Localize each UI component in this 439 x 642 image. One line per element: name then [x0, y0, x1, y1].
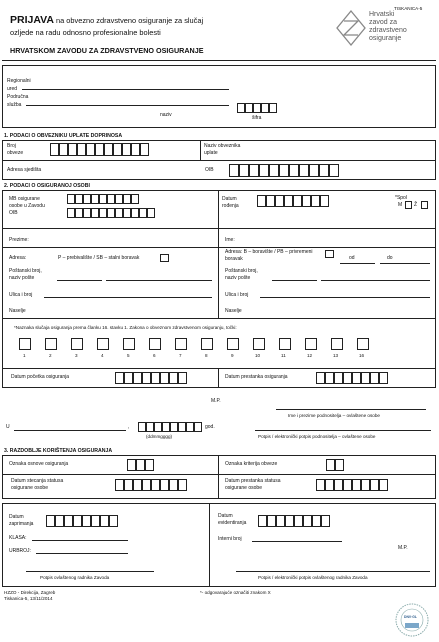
mp-stamp-2: M.P.: [398, 545, 408, 551]
case-checkbox-2[interactable]: [45, 338, 57, 350]
oib-osoba-digit-9[interactable]: [131, 208, 139, 218]
oznaka-osnove-digit-1[interactable]: [127, 459, 136, 471]
datum-zaprimanja-digit-6[interactable]: [91, 515, 100, 527]
ime-podnositelja-input[interactable]: [276, 409, 426, 410]
datum-prestanka-statusa-digit-1[interactable]: [316, 479, 325, 491]
potpis-el-input[interactable]: [236, 571, 430, 572]
datum-stecanja-digit-4[interactable]: [142, 479, 151, 491]
section3-hdivider: [2, 474, 436, 475]
label-oib-osoba: OIB: [9, 210, 18, 216]
label-regionalni: Regionalni: [7, 78, 31, 84]
sifra-digit-3[interactable]: [253, 103, 261, 113]
section3-heading: 3. RAZDOBLJE KORIŠTENJA OSIGURANJA: [4, 448, 113, 454]
label-postanski-right-1: Poštanski broj,: [225, 268, 258, 274]
oznaka-kriterija-digit-2[interactable]: [335, 459, 344, 471]
case-checkbox-3[interactable]: [71, 338, 83, 350]
label-naziv-obveznika-1: Naziv obveznika: [204, 143, 241, 149]
datum-evidentiranja-digit-3[interactable]: [276, 515, 285, 527]
datum-zaprimanja-digit-1[interactable]: [46, 515, 55, 527]
label-datum-stecanja-1: Datum stecanja statusa: [11, 478, 64, 484]
posta-left-input[interactable]: [106, 280, 212, 281]
datum-prestanka-digit-6[interactable]: [361, 372, 370, 384]
datum-zaprimanja-digit-8[interactable]: [109, 515, 118, 527]
postanski-right-input[interactable]: [272, 280, 317, 281]
datum-rodenja-digit-3[interactable]: [275, 195, 284, 207]
adresa-left-legend: P – prebivalište / SB – stalni boravak: [58, 255, 140, 261]
case-number-9: 9: [231, 353, 234, 358]
case-number-6: 6: [153, 353, 156, 358]
section2-bottom-vdivider: [218, 368, 219, 388]
oib-obveznik-digit-2[interactable]: [239, 164, 249, 177]
case-checkbox-5[interactable]: [123, 338, 135, 350]
logo-line-2: zavod za: [369, 19, 398, 26]
broj-obveze-digit-4[interactable]: [77, 143, 86, 156]
broj-obveze-digit-1[interactable]: [50, 143, 59, 156]
label-naselje-right: Naselje: [225, 308, 242, 314]
oib-obveznik-digit-6[interactable]: [279, 164, 289, 177]
datum-potpisa-digit-8[interactable]: [194, 422, 202, 432]
mb-digit-6[interactable]: [107, 194, 115, 204]
datum-evidentiranja-digit-6[interactable]: [303, 515, 312, 527]
oib-osoba-digit-11[interactable]: [147, 208, 155, 218]
posta-right-input[interactable]: [321, 280, 430, 281]
datum-zaprimanja-digit-2[interactable]: [55, 515, 64, 527]
datum-prestanka-digit-1[interactable]: [316, 372, 325, 384]
mb-digit-5[interactable]: [99, 194, 107, 204]
footer-line-1: HZZO - Direkcija, Zagreb: [4, 590, 56, 595]
section2-hdivider-2: [2, 247, 436, 248]
label-adresa-right-1: Adresa: B – boravište / PB – privremeni: [225, 249, 313, 255]
label-god: god.: [205, 424, 215, 430]
datum-stecanja-digit-5[interactable]: [151, 479, 160, 491]
logo-line-4: osiguranje: [369, 35, 402, 42]
datum-prestanka-statusa-digit-6[interactable]: [361, 479, 370, 491]
mb-digit-1[interactable]: [67, 194, 75, 204]
case-number-7: 7: [179, 353, 182, 358]
broj-obveze-digit-2[interactable]: [59, 143, 68, 156]
datum-potpisa-digit-2[interactable]: [146, 422, 154, 432]
label-spol-m: M: [398, 202, 403, 208]
case-number-8: 8: [205, 353, 208, 358]
datum-zaprimanja-digit-4[interactable]: [73, 515, 82, 527]
oznaka-osnove-digit-2[interactable]: [136, 459, 145, 471]
mb-digit-4[interactable]: [91, 194, 99, 204]
section1-hdivider: [2, 160, 436, 161]
ulica-right-input[interactable]: [260, 297, 430, 298]
case-checkbox-7[interactable]: [175, 338, 187, 350]
case-checkbox-6[interactable]: [149, 338, 161, 350]
broj-obveze-digit-6[interactable]: [95, 143, 104, 156]
datum-prestanka-digit-2[interactable]: [325, 372, 334, 384]
label-datum-pocetka: Datum početka osiguranja: [11, 374, 70, 380]
section2-mid-vdivider: [218, 228, 219, 318]
label-adresa-left: Adresa:: [9, 255, 27, 261]
ulica-left-input[interactable]: [44, 297, 212, 298]
label-adresa-sjedista: Adresa sjedišta: [7, 167, 42, 173]
datum-prestanka-digit-3[interactable]: [334, 372, 343, 384]
mb-digit-9[interactable]: [131, 194, 139, 204]
case-checkbox-16[interactable]: [357, 338, 369, 350]
datum-rodenja-digit-6[interactable]: [302, 195, 311, 207]
adresa-right-type-box[interactable]: [325, 250, 334, 258]
datum-evidentiranja-digit-1[interactable]: [258, 515, 267, 527]
footer-line-2: Tiskanica-5, 13/11/2014: [4, 596, 53, 601]
datum-evidentiranja-digit-8[interactable]: [321, 515, 330, 527]
section1-heading: 1. PODACI O OBVEZNIKU UPLATE DOPRINOSA: [4, 133, 123, 139]
datum-rodenja-digit-7[interactable]: [311, 195, 320, 207]
section2-hdivider-4: [2, 368, 436, 369]
oib-obveznik-digit-4[interactable]: [259, 164, 269, 177]
urbroj-input[interactable]: [36, 553, 128, 554]
ured-input[interactable]: [22, 89, 229, 90]
section2-hdivider-3: [2, 318, 436, 319]
header-divider: [2, 60, 436, 61]
label-datum-prestanka-statusa-2: osigurane osobe: [225, 485, 262, 491]
label-datum-evidentiranja-1: Datum: [218, 513, 233, 519]
broj-obveze-digit-8[interactable]: [113, 143, 122, 156]
datum-rodenja-digit-5[interactable]: [293, 195, 302, 207]
case-checkbox-8[interactable]: [201, 338, 213, 350]
label-potpis-podnositelja: Potpis / elektronički potpis podnositelja – ovlaštene osobe: [258, 434, 376, 439]
form-title-line3: HRVATSKOM ZAVODU ZA ZDRAVSTVENO OSIGURANJE: [10, 46, 204, 55]
label-u: U: [6, 424, 10, 430]
label-ime: Ime:: [225, 237, 235, 243]
section2-hdivider-1: [2, 228, 436, 229]
label-mb-1: MB osigurane: [9, 196, 40, 202]
broj-obveze-digit-11[interactable]: [140, 143, 149, 156]
datum-pocetka-digit-4[interactable]: [142, 372, 151, 384]
oib-osoba-digit-10[interactable]: [139, 208, 147, 218]
label-comma: ,: [128, 424, 130, 430]
label-potpis-el: Potpis / elektronički potpis ovlaštenog radnika Zavoda: [258, 575, 368, 580]
case-number-11: 11: [281, 353, 286, 358]
case-checkbox-10[interactable]: [253, 338, 265, 350]
label-ured: ured: [7, 86, 18, 92]
datum-pocetka-digit-8[interactable]: [178, 372, 187, 384]
oib-obveznik-digit-11[interactable]: [329, 164, 339, 177]
datum-pocetka-digit-2[interactable]: [124, 372, 133, 384]
case-number-1: 1: [23, 353, 26, 358]
oib-obveznik-digit-7[interactable]: [289, 164, 299, 177]
label-naziv-obveznika-2: uplate: [204, 150, 218, 156]
oib-osoba-digit-5[interactable]: [99, 208, 107, 218]
label-datum-prestanka: Datum prestanka osiguranja: [225, 374, 288, 380]
label-spol-z: Ž: [414, 202, 418, 208]
oib-osoba-digit-7[interactable]: [115, 208, 123, 218]
boravak-do-input[interactable]: [380, 263, 430, 264]
datum-rodenja-digit-8[interactable]: [320, 195, 329, 207]
datum-pocetka-digit-1[interactable]: [115, 372, 124, 384]
datum-potpisa-digit-4[interactable]: [162, 422, 170, 432]
datum-prestanka-digit-4[interactable]: [343, 372, 352, 384]
postanski-left-input[interactable]: [57, 280, 102, 281]
label-potpis-ovl: Potpis ovlaštenog radnika Zavoda: [40, 575, 110, 580]
label-oznaka-kriterija: Oznaka kriterija obveze: [225, 461, 278, 467]
datum-pocetka-digit-7[interactable]: [169, 372, 178, 384]
datum-prestanka-digit-5[interactable]: [352, 372, 361, 384]
datum-prestanka-statusa-digit-3[interactable]: [334, 479, 343, 491]
oib-obveznik-digit-9[interactable]: [309, 164, 319, 177]
datum-evidentiranja-digit-2[interactable]: [267, 515, 276, 527]
datum-potpisa-digit-1[interactable]: [138, 422, 146, 432]
label-od: od: [349, 255, 355, 261]
mb-digit-3[interactable]: [83, 194, 91, 204]
datum-potpisa-digit-3[interactable]: [154, 422, 162, 432]
oib-obveznik-digit-3[interactable]: [249, 164, 259, 177]
label-ulica-right: Ulica i broj: [225, 292, 249, 298]
datum-stecanja-digit-6[interactable]: [160, 479, 169, 491]
oib-osoba-digit-2[interactable]: [75, 208, 83, 218]
case-checkbox-4[interactable]: [97, 338, 109, 350]
datum-stecanja-digit-8[interactable]: [178, 479, 187, 491]
mb-digit-8[interactable]: [123, 194, 131, 204]
mb-digit-7[interactable]: [115, 194, 123, 204]
label-postanski-right-2: naziv pošte: [225, 275, 251, 281]
office-use-vdivider: [209, 503, 210, 587]
datum-rodenja-digit-1[interactable]: [257, 195, 266, 207]
form-code: TISKANICA-5: [394, 6, 423, 11]
label-postanski-left-1: Poštanski broj,: [9, 268, 42, 274]
certification-seal-text: DNV·GL: [404, 615, 417, 619]
label-prezime: Prezime:: [9, 237, 29, 243]
label-broj-obveze-1: Broj: [7, 143, 16, 149]
datum-stecanja-digit-7[interactable]: [169, 479, 178, 491]
boravak-od-input[interactable]: [340, 263, 375, 264]
mjesto-input[interactable]: [14, 430, 126, 431]
case-number-5: 5: [127, 353, 130, 358]
label-spol: *Spol: [395, 195, 407, 201]
mp-stamp-1: M.P.: [211, 398, 221, 404]
label-datum-zaprimanja-2: zaprimanja: [9, 521, 34, 527]
datum-stecanja-digit-3[interactable]: [133, 479, 142, 491]
oib-osoba-digit-3[interactable]: [83, 208, 91, 218]
form-title: [10, 14, 203, 26]
broj-obveze-digit-7[interactable]: [104, 143, 113, 156]
klasa-input[interactable]: [32, 540, 128, 541]
label-sluzba: služba: [7, 102, 22, 108]
case-checkbox-13[interactable]: [331, 338, 343, 350]
section2-top-vdivider: [218, 190, 219, 228]
label-datum-zaprimanja-1: Datum: [9, 514, 24, 520]
section2-heading: 2. PODACI O OSIGURANOJ OSOBI: [4, 183, 90, 189]
case-number-12: 12: [307, 353, 313, 358]
date-format-hint: (ddmmgggg): [146, 434, 173, 439]
oib-osoba-digit-8[interactable]: [123, 208, 131, 218]
oib-osoba-digit-1[interactable]: [67, 208, 75, 218]
hzzo-logo-icon: [336, 10, 366, 46]
datum-prestanka-statusa-digit-4[interactable]: [343, 479, 352, 491]
office-box: [2, 65, 436, 128]
broj-obveze-digit-5[interactable]: [86, 143, 95, 156]
caption-sifra: šifra: [252, 115, 262, 121]
case-checkbox-1[interactable]: [19, 338, 31, 350]
section1-vdivider: [200, 140, 201, 160]
datum-potpisa-digit-5[interactable]: [170, 422, 178, 432]
mb-digit-2[interactable]: [75, 194, 83, 204]
broj-obveze-digit-3[interactable]: [68, 143, 77, 156]
datum-prestanka-statusa-digit-2[interactable]: [325, 479, 334, 491]
adresa-left-type-box[interactable]: [160, 254, 169, 262]
potpis-ovl-input[interactable]: [26, 571, 154, 572]
potpis-podnositelja-input[interactable]: [255, 430, 431, 431]
sifra-digit-5[interactable]: [269, 103, 277, 113]
oib-obveznik-digit-10[interactable]: [319, 164, 329, 177]
oznaka-osnove-digit-3[interactable]: [145, 459, 154, 471]
label-datum-stecanja-2: osigurane osobe: [11, 485, 48, 491]
spol-z-checkbox[interactable]: [421, 201, 428, 209]
label-klasa: KLASA:: [9, 535, 27, 541]
datum-pocetka-digit-3[interactable]: [133, 372, 142, 384]
label-oznaka-osnove: Oznaka osnove osiguranja: [9, 461, 69, 467]
label-postanski-left-2: naziv pošte: [9, 275, 35, 281]
caption-naziv: naziv: [160, 112, 172, 118]
interni-broj-input[interactable]: [252, 541, 342, 542]
oib-obveznik-digit-5[interactable]: [269, 164, 279, 177]
label-podrucna: Područna: [7, 94, 29, 100]
oib-osoba-digit-6[interactable]: [107, 208, 115, 218]
case-number-4: 4: [101, 353, 104, 358]
label-urbroj: URBROJ:: [9, 548, 31, 554]
datum-stecanja-digit-1[interactable]: [115, 479, 124, 491]
section2-box: [2, 190, 436, 388]
datum-potpisa-digit-6[interactable]: [178, 422, 186, 432]
datum-evidentiranja-digit-7[interactable]: [312, 515, 321, 527]
form-title-bold: PRIJAVA: [10, 14, 54, 26]
oib-osoba-digit-4[interactable]: [91, 208, 99, 218]
label-datum-prestanka-statusa-1: Datum prestanka statusa: [225, 478, 281, 484]
label-oib-obveznik: OIB: [205, 167, 214, 173]
case-checkbox-9[interactable]: [227, 338, 239, 350]
label-broj-obveze-2: obveze: [7, 150, 24, 156]
case-checkbox-11[interactable]: [279, 338, 291, 350]
sifra-digit-1[interactable]: [237, 103, 245, 113]
label-ime-podnositelja: Ime i prezime podnositelja – ovlaštene osobe: [288, 413, 380, 418]
form-title-line2: ozljede na radu odnosno profesionalne bolesti: [10, 28, 161, 37]
label-datum-rodenja-1: Datum: [222, 196, 237, 202]
oib-obveznik-digit-8[interactable]: [299, 164, 309, 177]
cases-note: *Naznaka slučaja osiguranja prema članku 16. stavku 1. Zakona o obveznom zdravstvenom osiguranju, točki:: [14, 325, 237, 330]
datum-potpisa-digit-7[interactable]: [186, 422, 194, 432]
label-datum-rodenja-2: rođenja: [222, 203, 239, 209]
datum-evidentiranja-digit-5[interactable]: [294, 515, 303, 527]
sifra-digit-2[interactable]: [245, 103, 253, 113]
datum-prestanka-digit-7[interactable]: [370, 372, 379, 384]
broj-obveze-digit-10[interactable]: [131, 143, 140, 156]
label-datum-evidentiranja-2: evidentiranja: [218, 520, 247, 526]
oib-obveznik-digit-1[interactable]: [229, 164, 239, 177]
datum-prestanka-statusa-digit-7[interactable]: [370, 479, 379, 491]
spol-m-checkbox[interactable]: [405, 201, 412, 209]
section3-vdivider: [218, 455, 219, 499]
certification-seal-icon: [394, 602, 430, 638]
case-number-10: 10: [255, 353, 261, 358]
oznaka-kriterija-digit-1[interactable]: [326, 459, 335, 471]
label-mb-2: osobe u Zavodu: [9, 203, 45, 209]
case-number-2: 2: [49, 353, 52, 358]
case-number-13: 13: [333, 353, 339, 358]
sifra-digit-4[interactable]: [261, 103, 269, 113]
datum-rodenja-digit-4[interactable]: [284, 195, 293, 207]
logo-line-1: Hrvatski: [369, 11, 395, 18]
footer-note: *- odgovarajuće označiti znakom X: [200, 590, 271, 595]
datum-rodenja-digit-2[interactable]: [266, 195, 275, 207]
datum-zaprimanja-digit-3[interactable]: [64, 515, 73, 527]
logo-line-3: zdravstveno: [369, 27, 407, 34]
datum-zaprimanja-digit-7[interactable]: [100, 515, 109, 527]
label-ulica-left: Ulica i broj: [9, 292, 33, 298]
datum-evidentiranja-digit-4[interactable]: [285, 515, 294, 527]
label-adresa-right-2: boravak: [225, 256, 243, 262]
label-interni-broj: Interni broj: [218, 536, 242, 542]
datum-stecanja-digit-2[interactable]: [124, 479, 133, 491]
case-number-3: 3: [75, 353, 78, 358]
datum-zaprimanja-digit-5[interactable]: [82, 515, 91, 527]
form-title-rest: na obvezno zdravstveno osiguranje za slučaj: [53, 16, 204, 25]
sluzba-input[interactable]: [26, 105, 229, 106]
label-do: do: [387, 255, 393, 261]
datum-pocetka-digit-5[interactable]: [151, 372, 160, 384]
label-naselje-left: Naselje: [9, 308, 26, 314]
datum-pocetka-digit-6[interactable]: [160, 372, 169, 384]
datum-prestanka-statusa-digit-8[interactable]: [379, 479, 388, 491]
case-number-16: 16: [359, 353, 365, 358]
datum-prestanka-digit-8[interactable]: [379, 372, 388, 384]
case-checkbox-12[interactable]: [305, 338, 317, 350]
broj-obveze-digit-9[interactable]: [122, 143, 131, 156]
datum-prestanka-statusa-digit-5[interactable]: [352, 479, 361, 491]
